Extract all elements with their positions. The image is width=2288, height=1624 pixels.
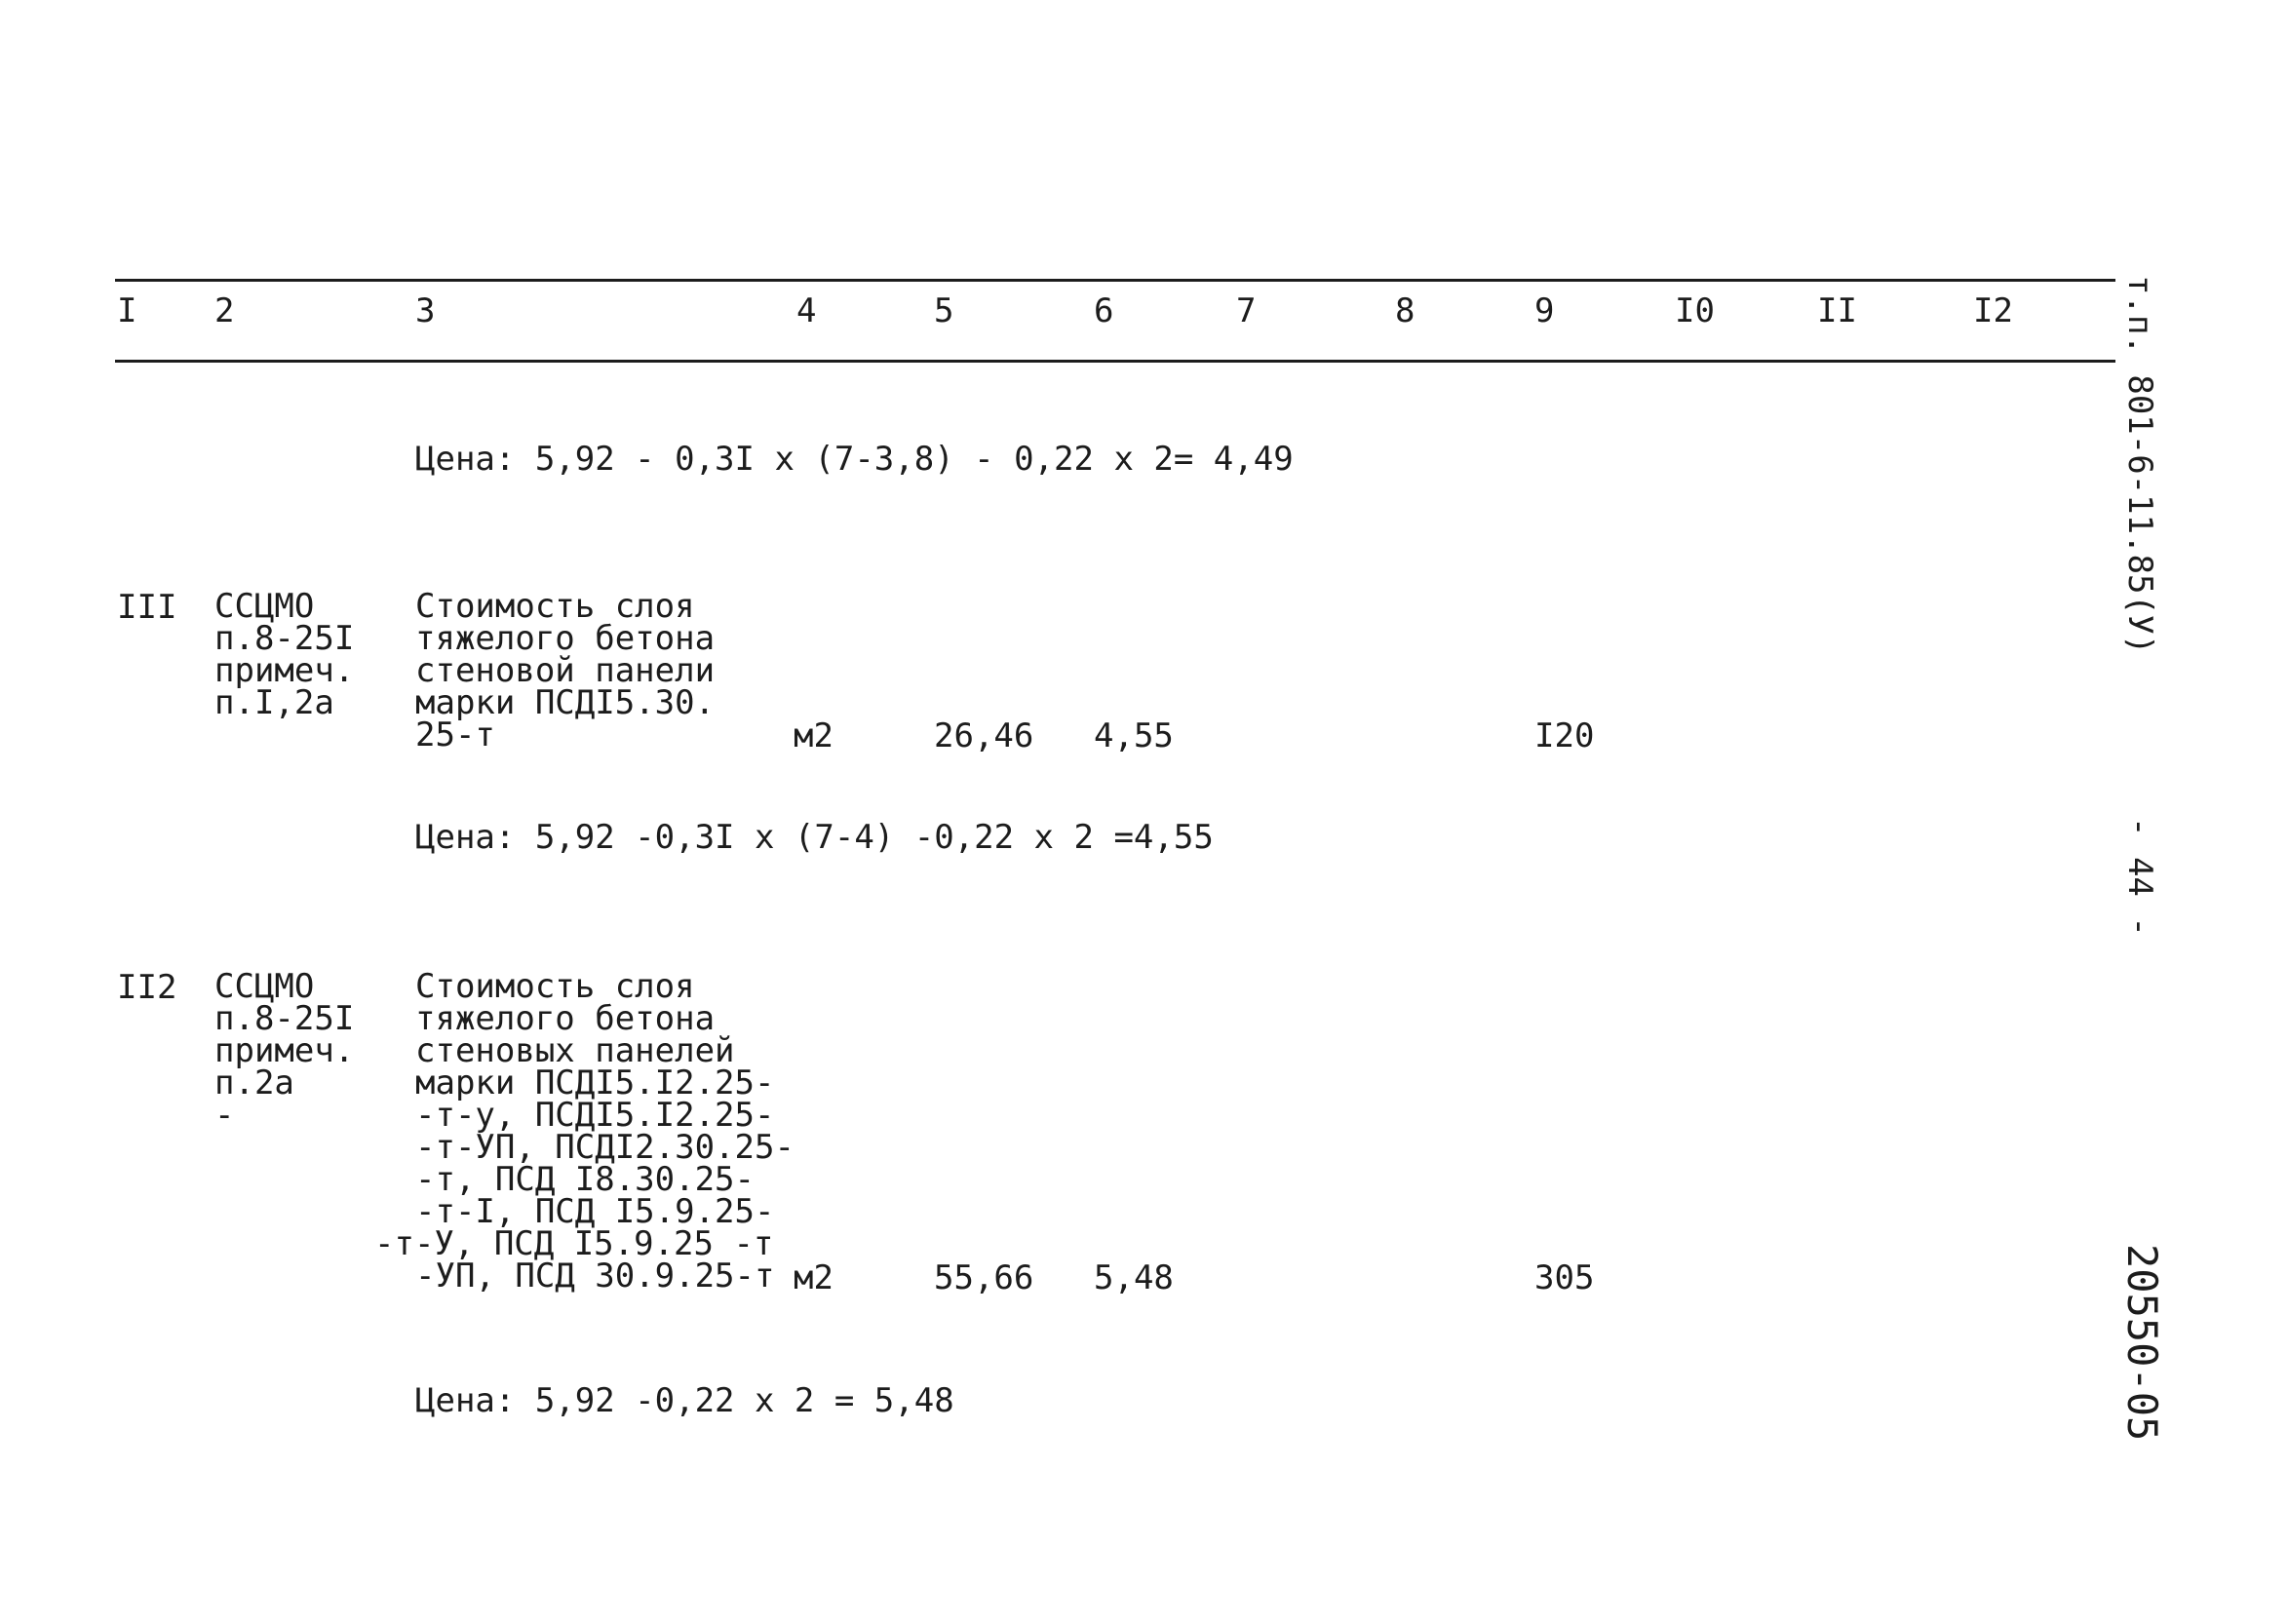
row-source-reference [214,967,355,1135]
description-line: стеновых панелей [415,1031,735,1070]
row-col5-value: 26,46 [934,716,1034,755]
description-line: -т-УП, ПСДI2.30.25- [415,1128,795,1167]
column-header-7: 7 [1236,291,1257,330]
margin-part-label: (У) [2120,595,2159,655]
row-unit: м2 [794,1258,834,1297]
row-description [374,967,795,1295]
row-price-formula: Цена: 5,92 -0,3I x (7-4) -0,22 x 2 =4,55 [415,818,1214,857]
column-header-10: I0 [1675,291,1715,330]
column-header-12: I2 [1973,291,2013,330]
column-header-11: II [1817,291,1857,330]
row-col9-value: 305 [1534,1258,1595,1297]
column-header-9: 9 [1534,291,1555,330]
row-number: II2 [117,968,177,1007]
price-formula-previous: Цена: 5,92 - 0,3I x (7-3,8) - 0,22 x 2= 4,49 [415,440,1294,479]
source-line: п.I,2а [214,683,334,722]
row-col9-value: I20 [1534,716,1595,755]
source-line: ССЦМО [214,587,315,626]
source-line: п.2а [214,1063,294,1102]
header-top-rule [115,279,2115,282]
margin-page-number: - 44 - [2120,817,2159,937]
column-header-2: 2 [214,291,235,330]
column-header-4: 4 [796,291,817,330]
description-line: Стоимость слоя [415,587,695,626]
source-line: п.8-25I [214,999,355,1038]
margin-archive-code: 20550-05 [2118,1244,2166,1442]
description-line: -т-у, ПСДI5.I2.25- [415,1096,775,1135]
column-header-3: 3 [415,291,436,330]
column-header-1: I [117,291,137,330]
source-line: примеч. [214,651,355,690]
description-line: 25-т [415,715,495,754]
description-line: стеновой панели [415,651,716,690]
description-line: -УП, ПСД 30.9.25-т [415,1257,775,1295]
row-col5-value: 55,66 [934,1258,1034,1297]
column-header-6: 6 [1094,291,1114,330]
row-col6-value: 5,48 [1094,1258,1174,1297]
description-line: -т, ПСД I8.30.25- [415,1160,755,1199]
row-col6-value: 4,55 [1094,716,1174,755]
description-line: -т-I, ПСД I5.9.25- [415,1192,775,1231]
description-line: Стоимость слоя [415,967,695,1006]
row-unit: м2 [794,716,834,755]
source-line: ССЦМО [214,967,315,1006]
description-line: марки ПСДI5.30. [415,683,716,722]
description-line: -т-У, ПСД I5.9.25 -т [374,1224,774,1263]
source-line: примеч. [214,1031,355,1070]
row-price-formula: Цена: 5,92 -0,22 x 2 = 5,48 [415,1381,954,1420]
row-description [415,587,716,754]
header-bottom-rule [115,360,2115,363]
column-header-8: 8 [1395,291,1415,330]
margin-document-reference: т.п. 801-6-11.85 [2120,275,2159,595]
source-line: п.8-25I [214,619,355,658]
description-line: тяжелого бетона [415,999,716,1038]
source-line: - [214,1096,235,1135]
description-line: тяжелого бетона [415,619,716,658]
row-number: III [117,588,177,627]
row-source-reference [214,587,355,722]
description-line: марки ПСДI5.I2.25- [415,1063,775,1102]
column-header-5: 5 [934,291,954,330]
